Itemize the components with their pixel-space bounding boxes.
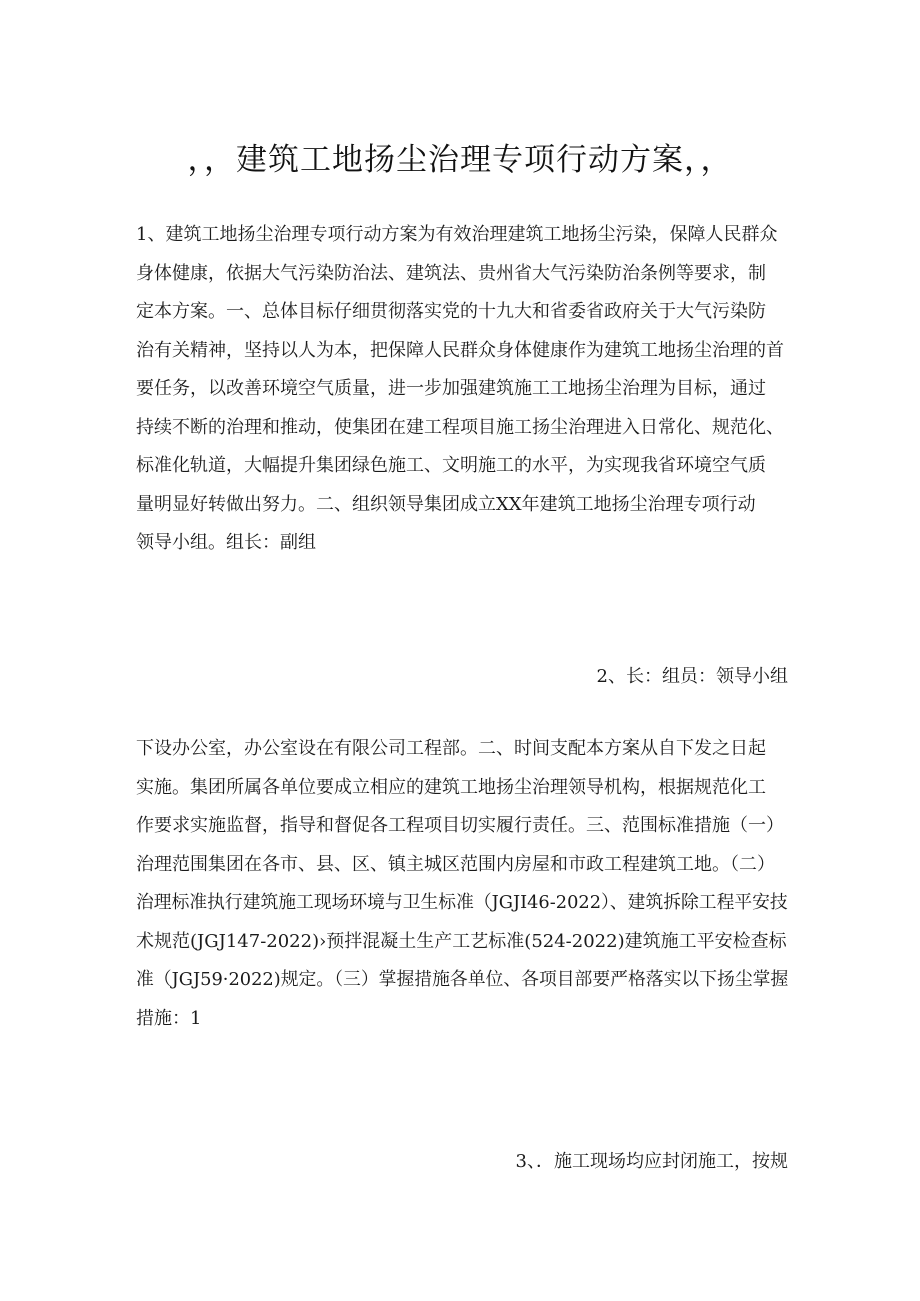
document-title: ，，建筑工地扬尘治理专项行动方案，， (187, 142, 733, 178)
section-1-paragraph (136, 216, 788, 563)
text-line: 术规范(JGJ147-2022)›预拌混凝土生产工艺标准(524-2022)建筑施工平安检查标 (136, 930, 787, 952)
text-line: 措施：1 (136, 1007, 202, 1029)
text-line: 准（JGJ59·2022)规定。（三）掌握措施各单位、各项目部要严格落实以下扬尘掌握 (136, 969, 789, 990)
text-line: 领导小组。组长：副组 (136, 532, 316, 553)
text-line: 持续不断的治理和推动，使集团在建工程项目施工扬尘治理进入日常化、规范化、 (136, 416, 784, 438)
text-line: 身体健康，依据大气污染防治法、建筑法、贵州省大气污染防治条例等要求，制 (136, 262, 766, 284)
text-line: 标准化轨道，大幅提升集团绿色施工、文明施工的水平，为实现我省环境空气质 (136, 455, 766, 476)
section-2-paragraph (136, 730, 788, 1038)
text-line: 下设办公室，办公室设在有限公司工程部。二、时间支配本方案从自下发之日起 (136, 738, 766, 759)
section-2-heading: 2、长：组员：领导小组 (596, 666, 788, 687)
text-line: 量明显好转做出努力。二、组织领导集团成立XX年建筑工地扬尘治理专项行动 (136, 493, 756, 515)
text-line: 治有关精神，坚持以人为本，把保障人民群众身体健康作为建筑工地扬尘治理的首 (136, 339, 784, 361)
text-line: 要任务，以改善环境空气质量，进一步加强建筑施工工地扬尘治理为目标，通过 (136, 378, 766, 399)
text-line: 治理标准执行建筑施工现场环境与卫生标准（JGJI46-2022）、建筑拆除工程平安技 (136, 892, 788, 913)
text-line: 实施。集团所属各单位要成立相应的建筑工地扬尘治理领导机构，根据规范化工 (136, 776, 766, 798)
text-line: 1、建筑工地扬尘治理专项行动方案为有效治理建筑工地扬尘污染，保障人民群众 (136, 224, 778, 245)
section-3-heading: 3、．施工现场均应封闭施工，按规 (515, 1151, 788, 1172)
text-line: 定本方案。一、总体目标仔细贯彻落实党的十九大和省委省政府关于大气污染防 (136, 301, 766, 322)
text-line: 作要求实施监督，指导和督促各工程项目切实履行责任。三、范围标准措施（一） (136, 815, 784, 836)
text-line: 治理范围集团在各市、县、区、镇主城区范围内房屋和市政工程建筑工地。（二） (136, 853, 775, 875)
